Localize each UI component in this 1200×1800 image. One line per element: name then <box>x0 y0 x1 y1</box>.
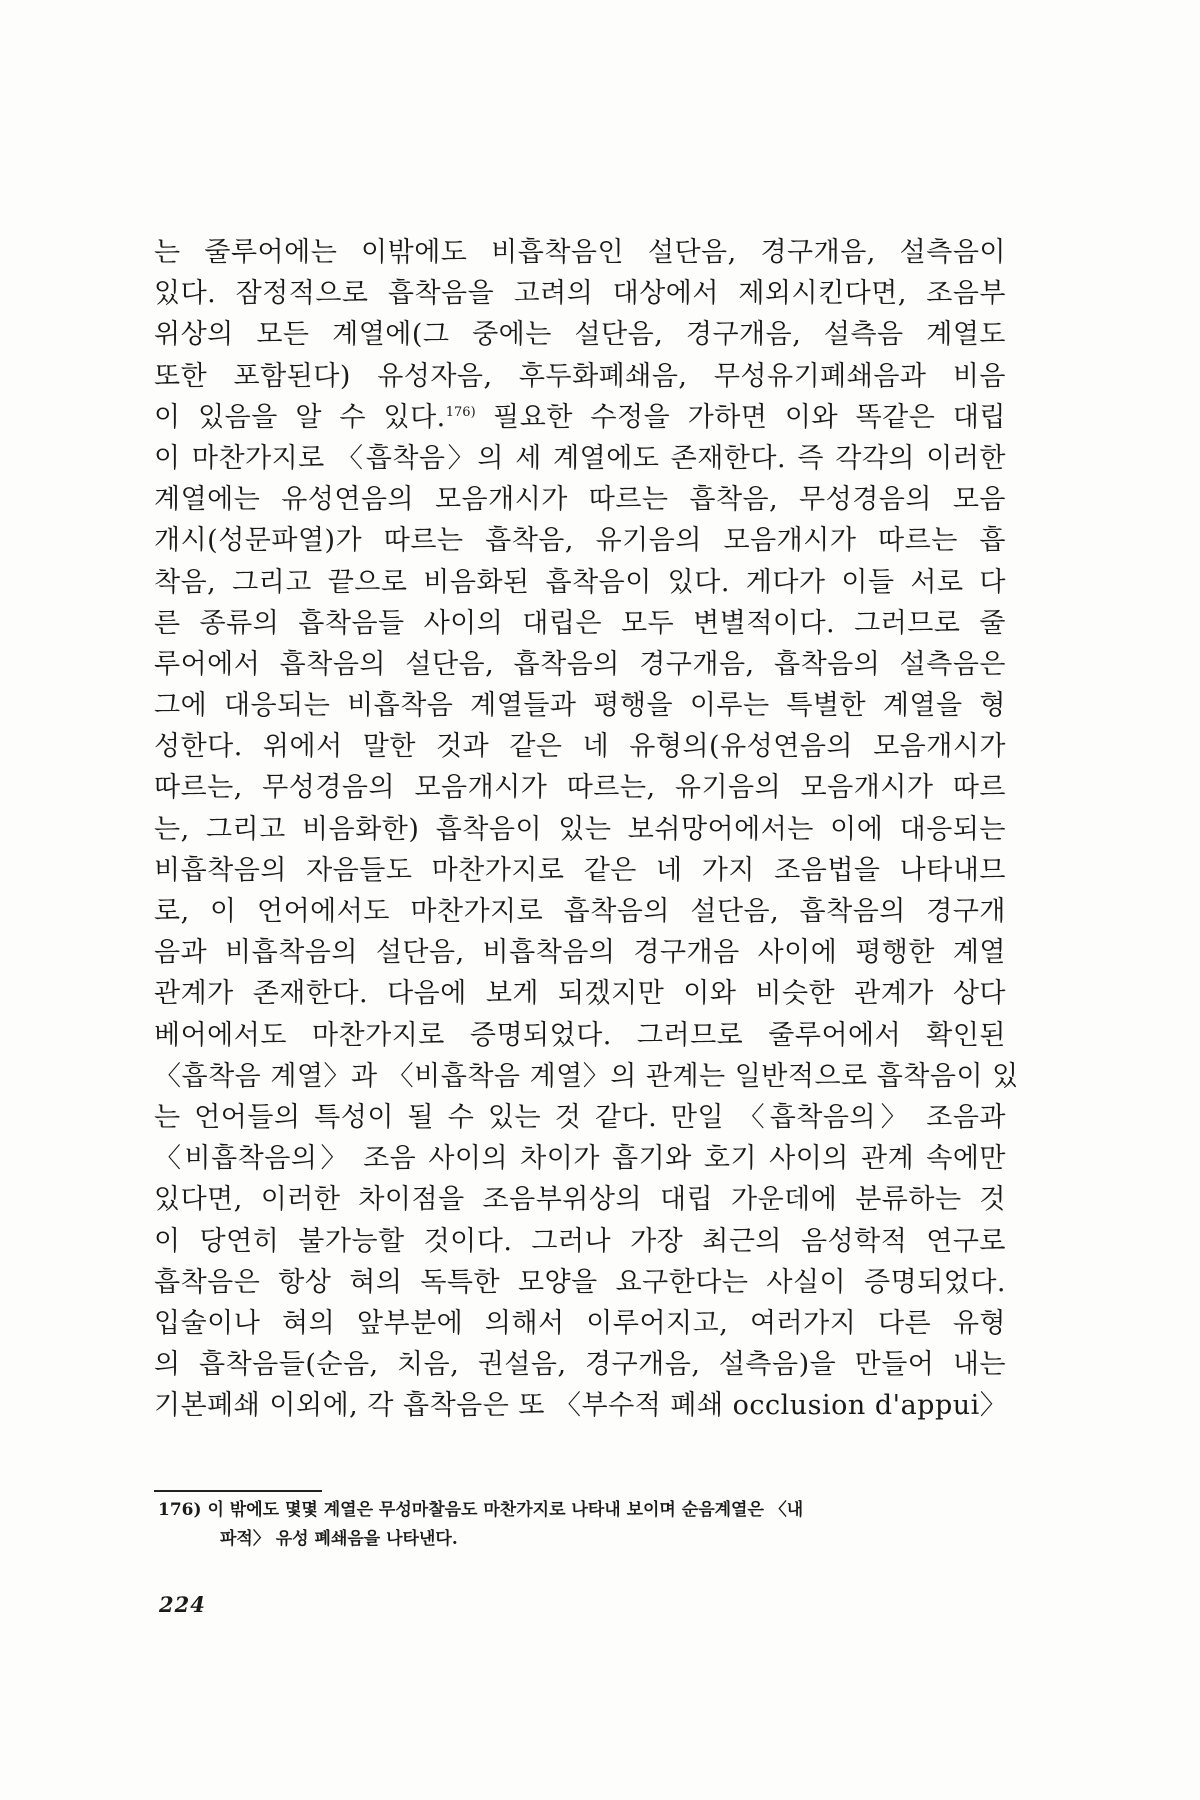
text-line-19: 관계가 존재한다. 다음에 보게 되겠지만 이와 비슷한 관계가 상다 <box>154 978 1006 1010</box>
footnote-text-1: 이 밖에도 몇몇 계열은 무성마찰음도 마찬가지로 나타내 보이며 순음계열은 〈내 <box>207 1500 804 1520</box>
text-line-26: 흡착음은 항상 혀의 독특한 모양을 요구한다는 사실이 증명되었다. <box>154 1266 1006 1298</box>
text-line-1: 는 줄루어에는 이밖에도 비흡착음인 설단음, 경구개음, 설측음이 <box>154 237 1006 268</box>
text-line-25: 이 당연히 불가능할 것이다. 그러나 가장 최근의 음성학적 연구로 <box>154 1225 1006 1257</box>
text-line-2: 있다. 잠정적으로 흡착음을 고려의 대상에서 제외시킨다면, 조음부 <box>154 278 1006 310</box>
text-line-20: 베어에서도 마찬가지로 증명되었다. 그러므로 줄루어에서 확인된 <box>154 1019 1006 1051</box>
text-line-21: 〈흡착음 계열〉과 〈비흡착음 계열〉의 관계는 일반적으로 흡착음이 있 <box>154 1060 1019 1092</box>
footnote <box>158 1496 1004 1554</box>
footnote-line-2: 파적〉 유성 폐쇄음을 나타낸다. <box>220 1529 458 1549</box>
text-line-18: 음과 비흡착음의 설단음, 비흡착음의 경구개음 사이에 평행한 계열 <box>154 937 1006 969</box>
text-line-4: 또한 포함된다) 유성자음, 후두화폐쇄음, 무성유기폐쇄음과 비음 <box>154 360 1006 392</box>
text-line-27: 입술이나 혀의 앞부분에 의해서 이루어지고, 여러가지 다른 유형 <box>154 1307 1006 1339</box>
text-line-28: 의 흡착음들(순음, 치음, 권설음, 경구개음, 설측음)을 만들어 내는 <box>154 1349 1006 1381</box>
text-line-10: 른 종류의 흡착음들 사이의 대립은 모두 변별적이다. 그러므로 줄 <box>154 607 1006 639</box>
text-line-7: 계열에는 유성연음의 모음개시가 따르는 흡착음, 무성경음의 모음 <box>154 484 1006 516</box>
text-line-6: 이 마찬가지로 〈흡착음〉의 세 계열에도 존재한다. 즉 각각의 이러한 <box>154 442 1006 474</box>
text-line-15: 는, 그리고 비음화한) 흡착음이 있는 보쉬망어에서는 이에 대응되는 <box>154 813 1006 845</box>
text-line-16: 비흡착음의 자음들도 마찬가지로 같은 네 가지 조음법을 나타내므 <box>154 854 1006 886</box>
text-line-17: 로, 이 언어에서도 마찬가지로 흡착음의 설단음, 흡착음의 경구개 <box>154 896 1006 927</box>
text-line-8: 개시(성문파열)가 따르는 흡착음, 유기음의 모음개시가 따르는 흡 <box>154 525 1006 557</box>
body-text <box>154 232 1019 1426</box>
footnote-line-1 <box>158 1496 1004 1525</box>
text-line-13: 성한다. 위에서 말한 것과 같은 네 유형의(유성연음의 모음개시가 <box>154 731 1006 763</box>
text-line-14: 따르는, 무성경음의 모음개시가 따르는, 유기음의 모음개시가 따르 <box>154 772 1006 804</box>
text-line-9: 착음, 그리고 끝으로 비음화된 흡착음이 있다. 게다가 이들 서로 다 <box>154 566 1006 598</box>
text-line-29: 기본폐쇄 이외에, 각 흡착음은 또 〈부수적 폐쇄 occlusion d'appui〉 <box>154 1390 1008 1422</box>
text-line-22: 는 언어들의 특성이 될 수 있는 것 같다. 만일 〈흡착음의〉 조음과 <box>154 1101 1006 1133</box>
text-line-24: 있다면, 이러한 차이점을 조음부위상의 대립 가운데에 분류하는 것 <box>154 1184 1006 1216</box>
footnote-reference[interactable]: 176) <box>445 404 476 420</box>
page-number: 224 <box>159 1592 206 1617</box>
footnote-number: 176) <box>158 1500 202 1520</box>
text-line-23: 〈비흡착음의〉 조음 사이의 차이가 흡기와 호기 사이의 관계 속에만 <box>154 1143 1006 1175</box>
text-line-3: 위상의 모든 계열에(그 중에는 설단음, 경구개음, 설측음 계열도 <box>154 319 1006 351</box>
text-line-5-end: 필요한 수정을 가하면 이와 똑같은 대립 <box>493 401 1006 433</box>
text-line-11: 루어에서 흡착음의 설단음, 흡착음의 경구개음, 흡착음의 설측음은 <box>154 648 1006 680</box>
text-line-5-start: 이 있음을 알 수 있다. <box>154 401 446 433</box>
footnote-divider <box>154 1490 322 1492</box>
text-line-5 <box>154 397 1006 438</box>
text-line-12: 그에 대응되는 비흡착음 계열들과 평행을 이루는 특별한 계열을 형 <box>154 690 1006 722</box>
